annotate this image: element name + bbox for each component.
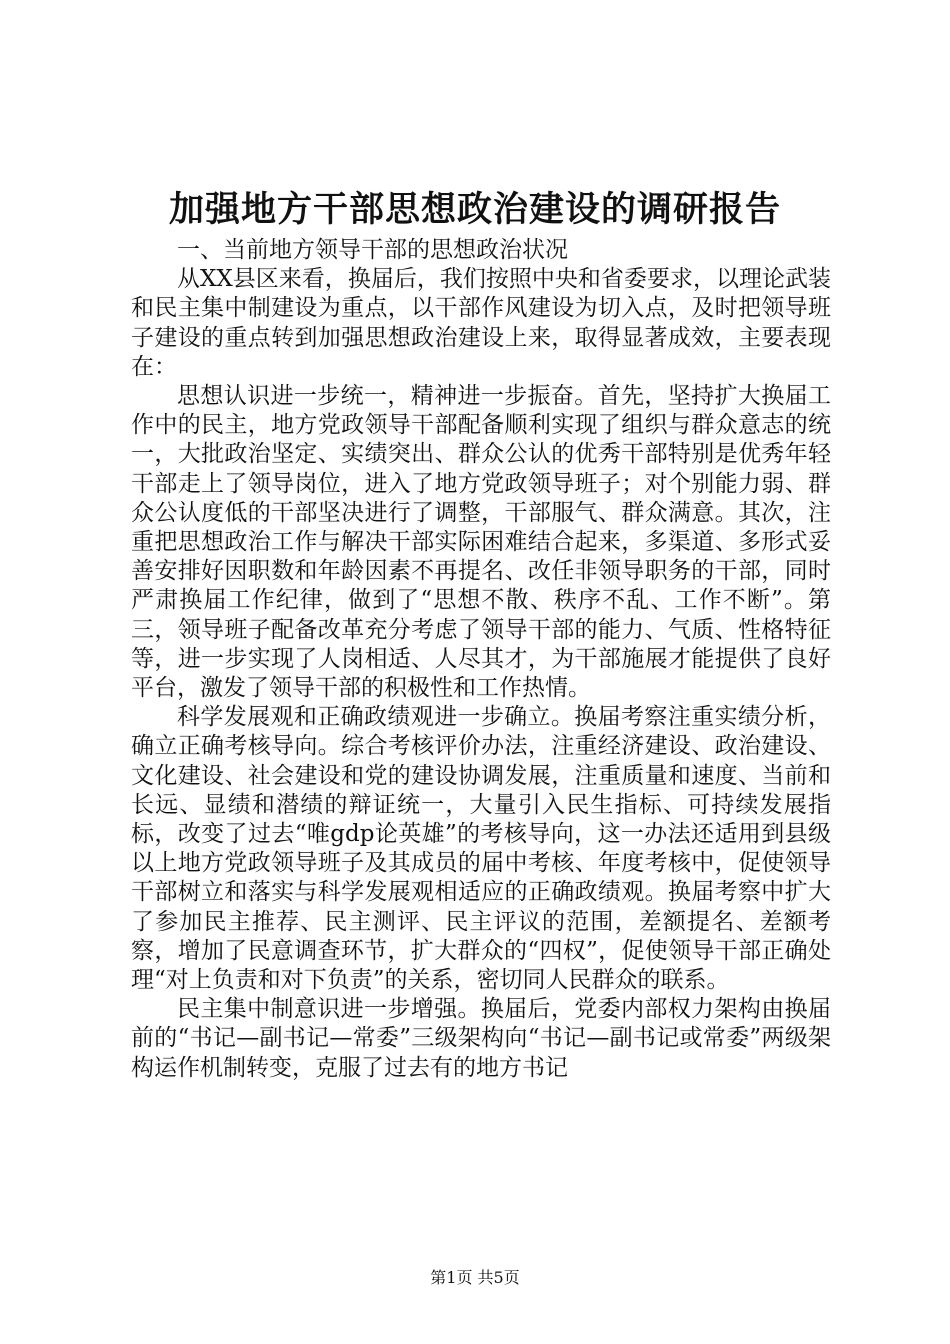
page-footer: 第1页 共5页 xyxy=(430,1268,520,1287)
paragraph: 科学发展观和正确政绩观进一步确立。换届考察注重实绩分析，确立正确考核导向。综合考核评价办法，注重经济建设、政治建设、文化建设、社会建设和党的建设协调发展，注重质量和速度、当前和长远、显绩和潜绩的辩证统一，大量引入民生指标、可持续发展指标，改变了过去“唯gdp论英雄”的考核导向，这一办法还适用到县级以上地方党政领导班子及其成员的届中考核、年度考核中，促使领导干部树立和落实与科学发展观相适应的正确政绩观。换届考察中扩大了参加民主推荐、民主测评、民主评议的范围，差额提名、差额考察，增加了民意调查环节，扩大群众的“四权”，促使领导干部正确处理“对上负责和对下负责”的关系，密切同人民群众的联系。 xyxy=(131,704,831,994)
paragraph: 民主集中制意识进一步增强。换届后，党委内部权力架构由换届前的“书记—副书记—常委”三级架构向“书记—副书记或常委”两级架构运作机制转变，克服了过去有的地方书记 xyxy=(131,996,831,1081)
document-title: 加强地方干部思想政治建设的调研报告 xyxy=(168,190,781,230)
section-heading: 一、当前地方领导干部的思想政治状况 xyxy=(177,237,568,263)
paragraph: 思想认识进一步统一，精神进一步振奋。首先，坚持扩大换届工作中的民主，地方党政领导干部配备顺利实现了组织与群众意志的统一，大批政治坚定、实绩突出、群众公认的优秀干部特别是优秀年轻干部走上了领导岗位，进入了地方党政领导班子；对个别能力弱、群众公认度低的干部坚决进行了调整，干部服气、群众满意。其次，注重把思想政治工作与解决干部实际困难结合起来，多渠道、多形式妥善安排好因职数和年龄因素不再提名、改任非领导职务的干部，同时严肃换届工作纪律，做到了“思想不散、秩序不乱、工作不断”。第三，领导班子配备改革充分考虑了领导干部的能力、气质、性格特征等，进一步实现了人岗相适、人尽其才，为干部施展才能提供了良好平台，激发了领导干部的积极性和工作热情。 xyxy=(131,383,831,702)
document-body xyxy=(131,236,831,1083)
paragraph: 从XX县区来看，换届后，我们按照中央和省委要求，以理论武装和民主集中制建设为重点，以干部作风建设为切入点，及时把领导班子建设的重点转到加强思想政治建设上来，取得显著成效，主要表现在： xyxy=(131,266,831,380)
